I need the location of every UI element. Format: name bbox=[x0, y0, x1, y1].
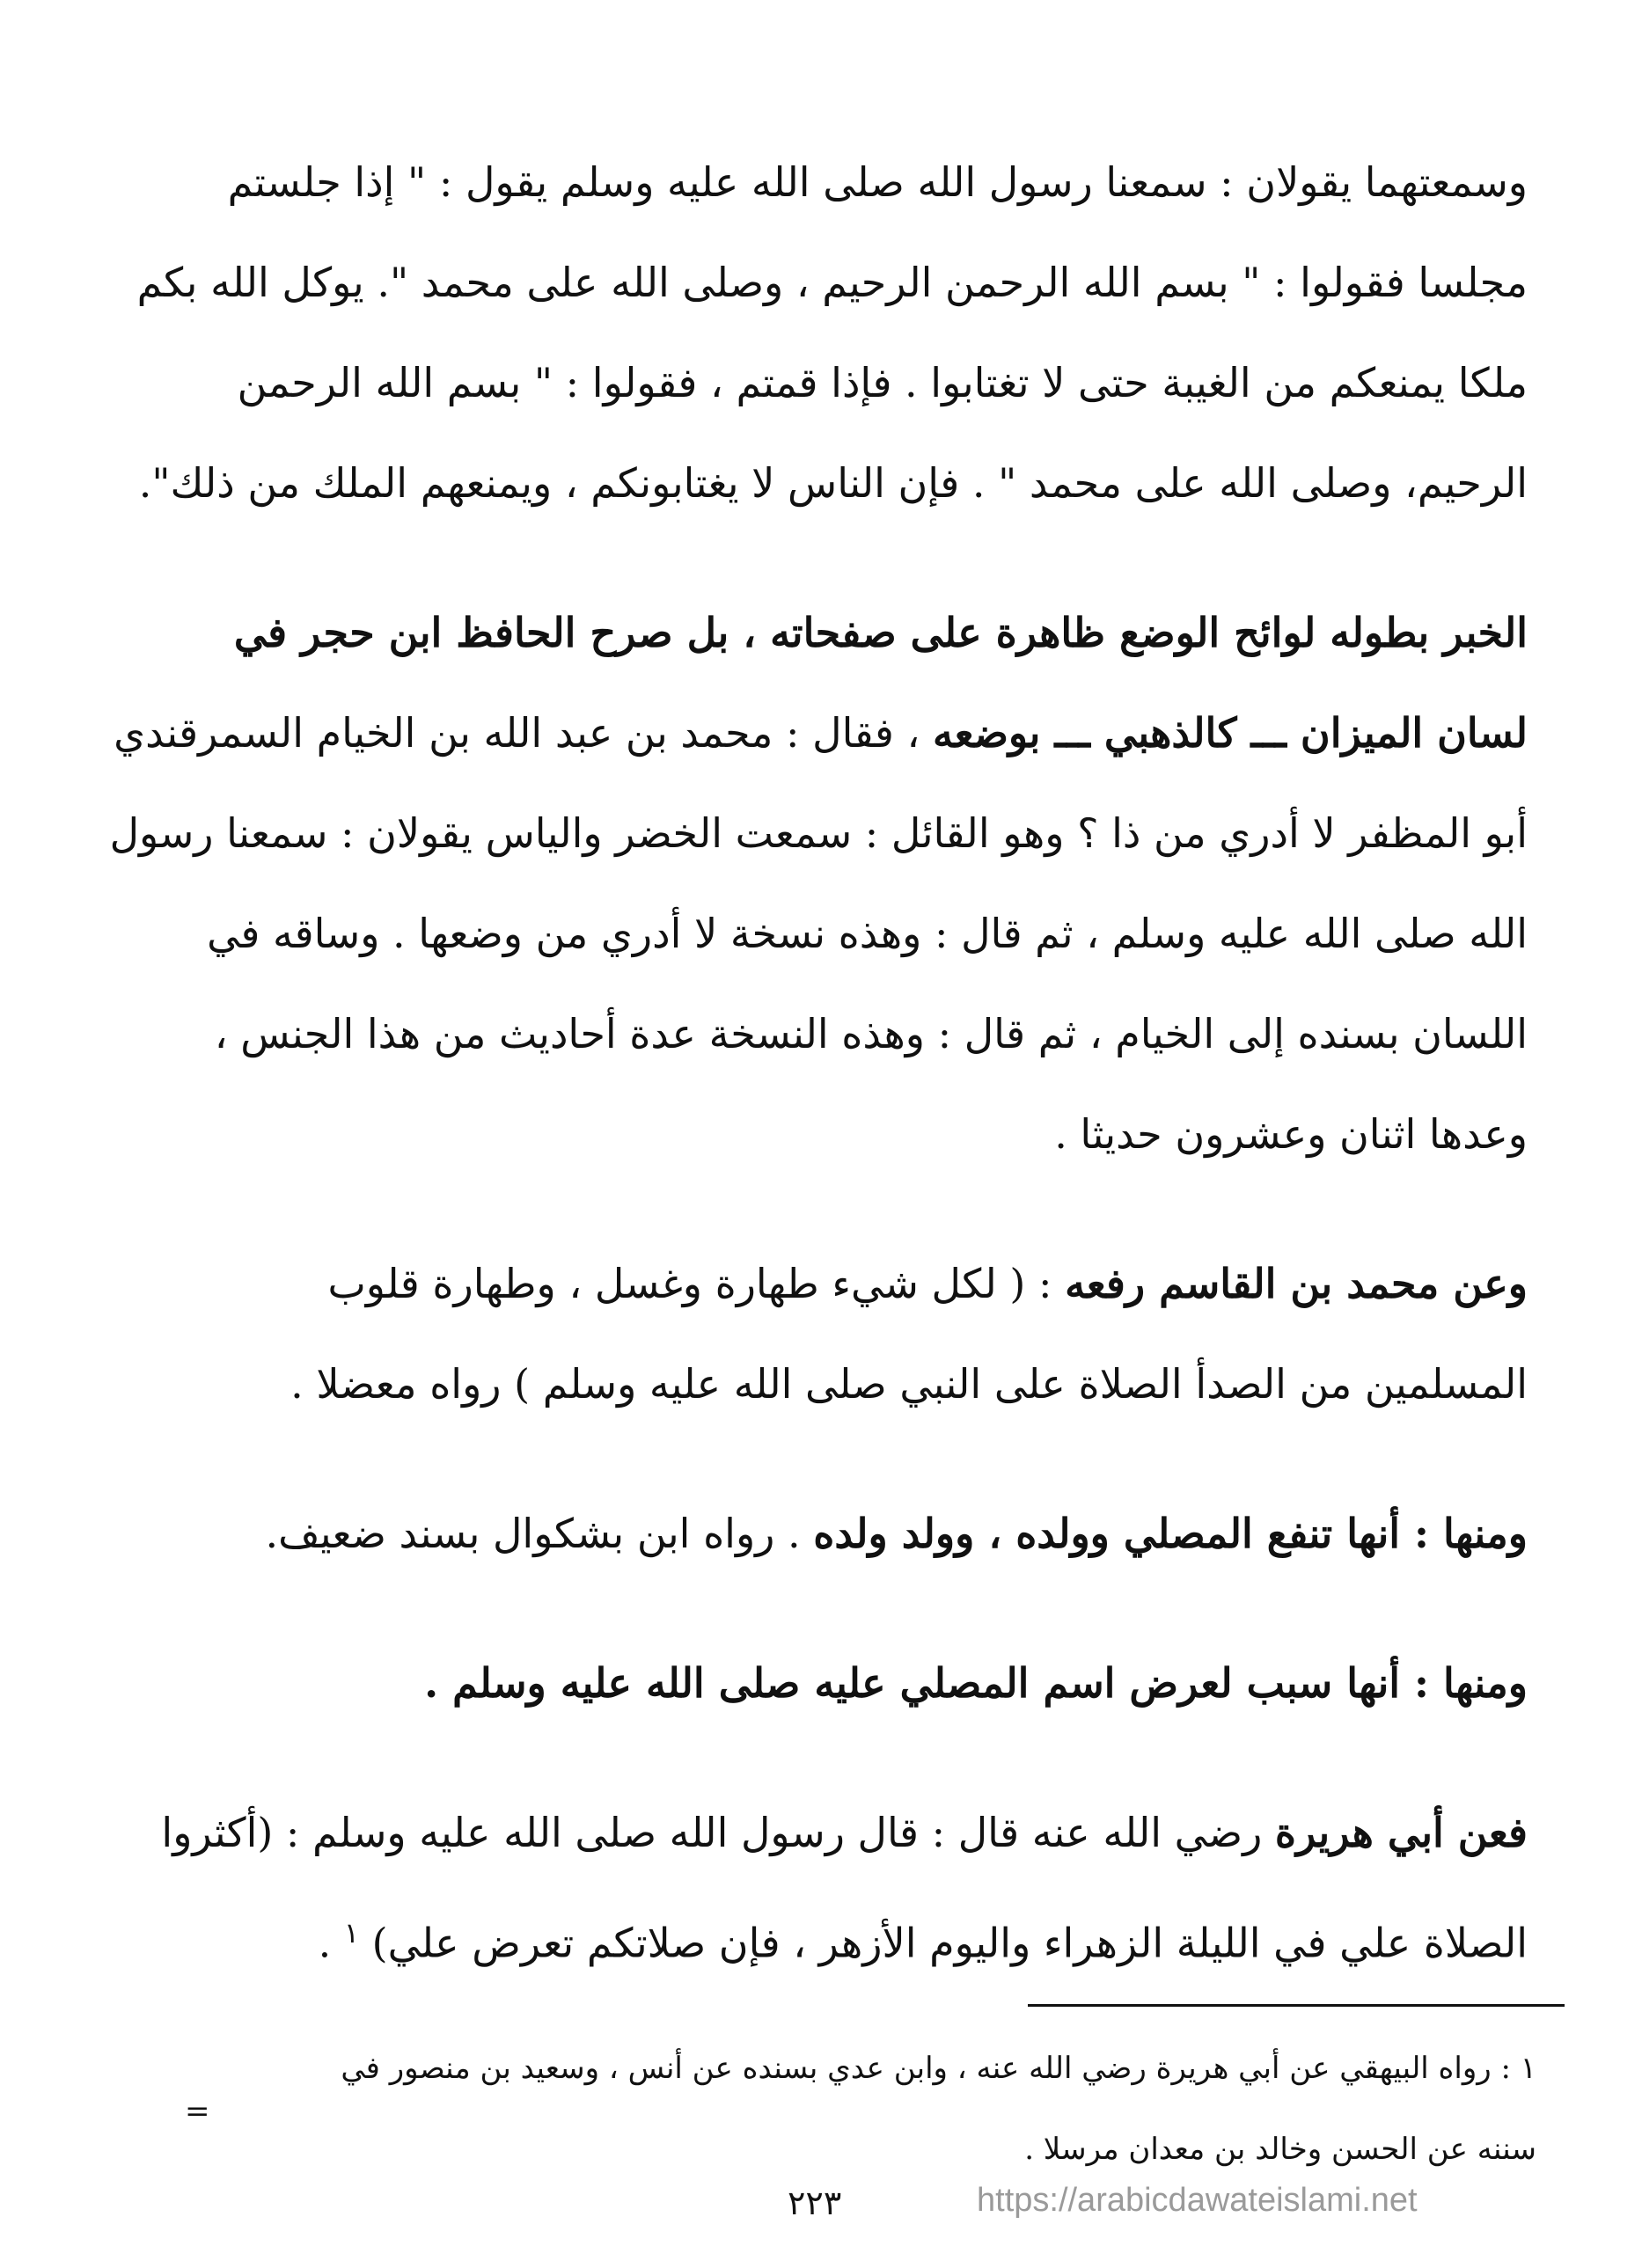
bold-text: ومنها : أنها سبب لعرض اسم المصلي عليه صلى الله عليه وسلم . bbox=[424, 1659, 1528, 1707]
text-segment: ، فقال : محمد بن عبد الله بن الخيام السمرقندي bbox=[114, 709, 933, 757]
text-segment: الله صلى الله عليه وسلم ، ثم قال : وهذه نسخة لا أدري من وضعها . وساقه في bbox=[207, 910, 1528, 957]
text-line bbox=[114, 683, 1528, 783]
paragraph-gap bbox=[114, 1184, 1528, 1233]
text-segment: . رواه ابن بشكوال بسند ضعيف. bbox=[265, 1510, 814, 1557]
bold-text: لسان الميزان ـــ كالذهبي ـــ بوضعه bbox=[932, 709, 1528, 757]
paragraph-gap bbox=[114, 1584, 1528, 1633]
text-line bbox=[114, 433, 1528, 533]
page-number: ٢٢٣ bbox=[788, 2184, 842, 2222]
footnote-line: سننه عن الحسن وخالد بن معدان مرسلا . bbox=[1024, 2132, 1536, 2167]
text-segment: المسلمين من الصدأ الصلاة على النبي صلى الله عليه وسلم ) رواه معضلا . bbox=[290, 1360, 1528, 1408]
text-line bbox=[114, 883, 1528, 984]
text-line bbox=[114, 1233, 1528, 1334]
watermark-url: https://arabicdawateislami.net bbox=[977, 2182, 1418, 2219]
text-segment: رضي الله عنه قال : قال رسول الله صلى الله عليه وسلم : (أكثروا bbox=[161, 1809, 1275, 1856]
paragraph bbox=[109, 582, 1528, 1184]
text-line bbox=[114, 1883, 1528, 1993]
text-line bbox=[109, 783, 1528, 883]
footnote-reference: ١ bbox=[343, 1916, 360, 1950]
text-segment: مجلسا فقولوا : " بسم الله الرحمن الرحيم ، وصلى الله على محمد ". يوكل الله بكم bbox=[136, 259, 1528, 306]
paragraph bbox=[114, 132, 1528, 533]
bold-text: ومنها : أنها تنفع المصلي وولده ، وولد ولده bbox=[813, 1510, 1528, 1557]
text-segment: وعدها اثنان وعشرون حديثا . bbox=[1054, 1110, 1528, 1158]
paragraph-gap bbox=[114, 1434, 1528, 1483]
text-segment: اللسان بسنده إلى الخيام ، ثم قال : وهذه النسخة عدة أحاديث من هذا الجنس ، bbox=[214, 1010, 1528, 1057]
text-segment: الرحيم، وصلى الله على محمد " . فإن الناس لا يغتابونكم ، ويمنعهم الملك من ذلك". bbox=[138, 459, 1528, 507]
text-line bbox=[114, 232, 1528, 333]
bold-text: وعن محمد بن القاسم رفعه bbox=[1065, 1260, 1528, 1307]
text-segment: : ( لكل شيء طهارة وغسل ، وطهارة قلوب bbox=[327, 1260, 1066, 1307]
text-line bbox=[114, 1084, 1528, 1184]
bold-text: فعن أبي هريرة bbox=[1274, 1809, 1528, 1856]
text-line bbox=[114, 582, 1528, 683]
text-segment: أبو المظفر لا أدري من ذا ؟ وهو القائل : سمعت الخضر والياس يقولان : سمعنا رسول bbox=[109, 809, 1528, 857]
text-line bbox=[114, 1334, 1528, 1434]
paragraph-gap bbox=[114, 1733, 1528, 1782]
footnotes bbox=[93, 2028, 1536, 2190]
text-segment: ملكا يمنعكم من الغيبة حتى لا تغتابوا . فإذا قمتم ، فقولوا : " بسم الله الرحمن bbox=[237, 359, 1528, 406]
bold-text: الخبر بطوله لوائح الوضع ظاهرة على صفحاته ، بل صرح الحافظ ابن حجر في bbox=[233, 609, 1528, 656]
text-segment: . bbox=[318, 1919, 344, 1967]
paragraph-gap bbox=[114, 533, 1528, 582]
text-line bbox=[114, 1782, 1528, 1883]
continuation-mark: = bbox=[185, 2094, 210, 2129]
footnote-separator bbox=[1028, 2004, 1565, 2007]
body-text bbox=[109, 132, 1528, 1993]
paragraph bbox=[114, 1633, 1528, 1733]
text-line bbox=[114, 333, 1528, 433]
text-segment: وسمعتهما يقولان : سمعنا رسول الله صلى الله عليه وسلم يقول : " إذا جلستم bbox=[227, 158, 1528, 206]
text-segment: الصلاة علي في الليلة الزهراء واليوم الأزهر ، فإن صلاتكم تعرض علي) bbox=[359, 1919, 1528, 1967]
paragraph bbox=[114, 1233, 1528, 1434]
text-line bbox=[114, 1633, 1528, 1733]
footnote-line: ١ : رواه البيهقي عن أبي هريرة رضي الله عنه ، وابن عدي بسنده عن أنس ، وسعيد بن منصور في bbox=[341, 2051, 1536, 2086]
text-line bbox=[114, 132, 1528, 232]
text-line bbox=[114, 1483, 1528, 1584]
text-line bbox=[114, 984, 1528, 1084]
paragraph bbox=[114, 1483, 1528, 1584]
paragraph bbox=[114, 1782, 1528, 1993]
